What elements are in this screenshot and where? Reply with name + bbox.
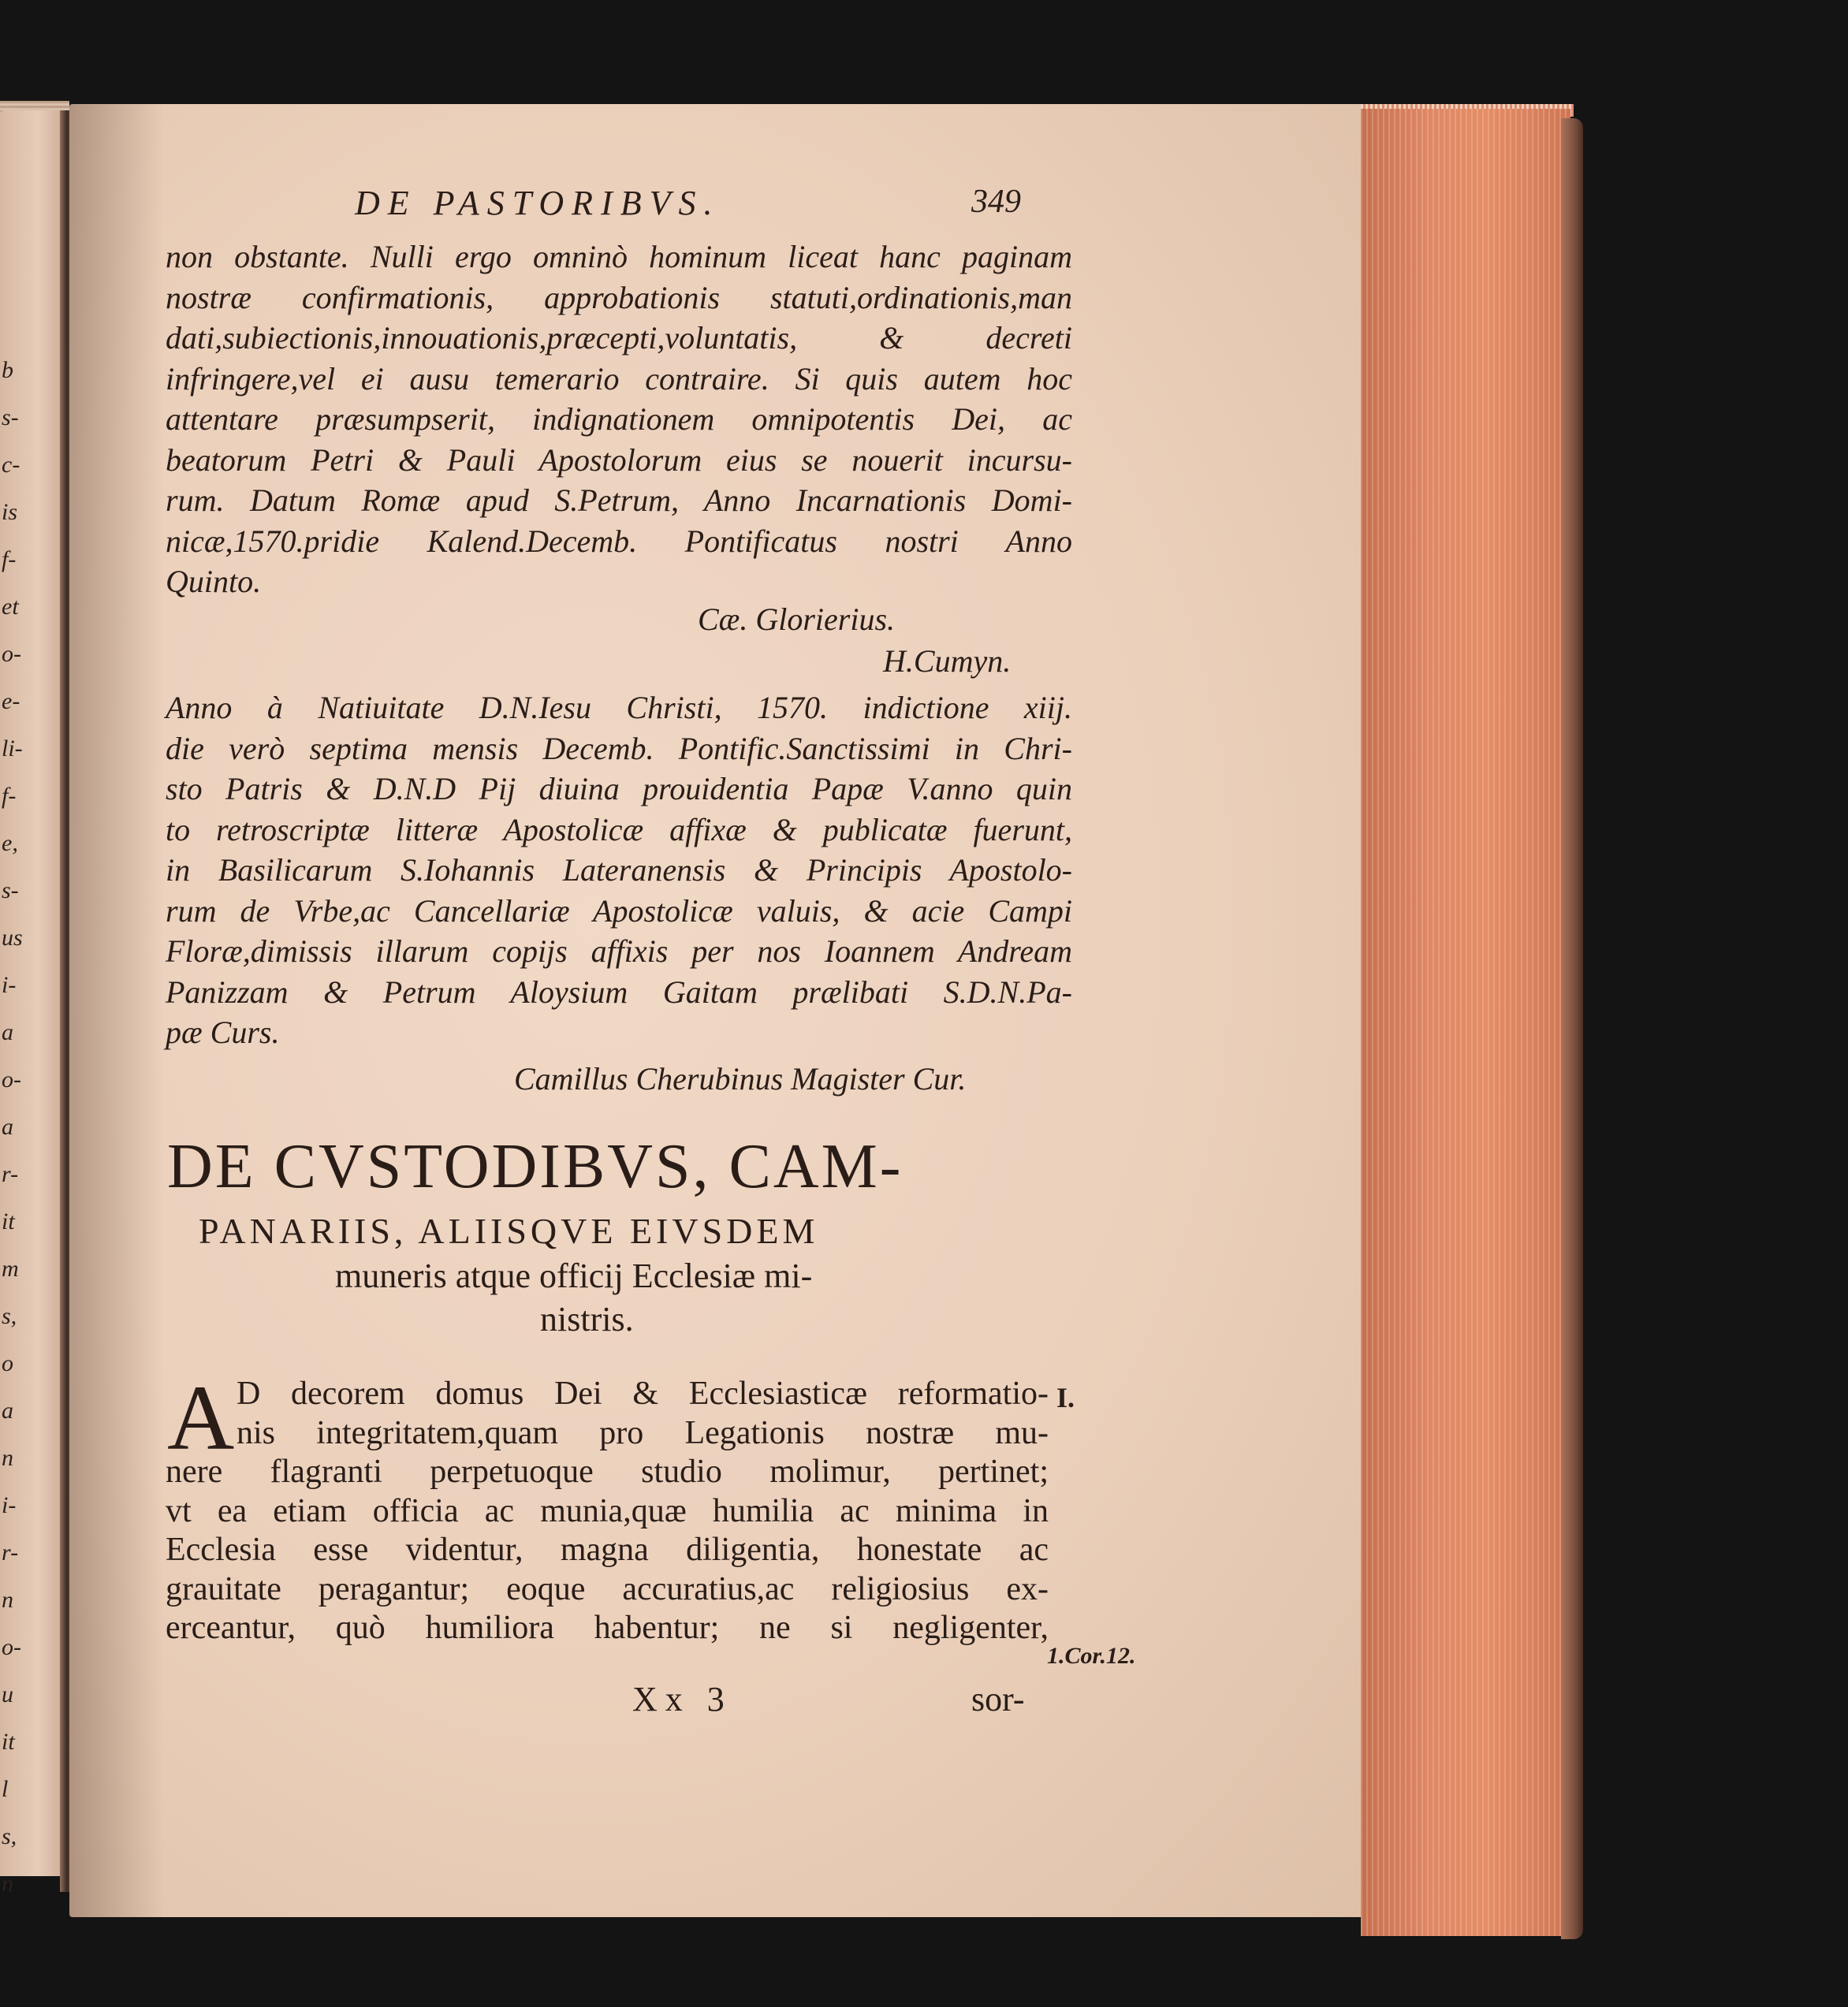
- left-page-fragment: et: [2, 594, 19, 620]
- signatory: H.Cumyn.: [883, 643, 1012, 679]
- left-page-fragment: n: [2, 1871, 13, 1897]
- left-page-fragment: o-: [2, 1634, 21, 1660]
- section-heading: muneris atque officij Ecclesiæ mi-: [335, 1257, 813, 1295]
- decree-line: dati,subiectionis,innouationis,præcepti,voluntatis, & decreti: [166, 320, 1072, 356]
- left-page-fragment: o-: [2, 1067, 21, 1093]
- gutter-shadow: [69, 104, 164, 1917]
- margin-note: 1.Cor.12.: [1047, 1643, 1136, 1669]
- publication-line: Floræ,dimissis illarum copijs affixis per nos Ioannem Andream: [166, 933, 1072, 969]
- body-paragraph: [166, 1375, 1049, 1648]
- left-page-fragment: m: [2, 1256, 19, 1282]
- left-page-fragment: s,: [2, 1303, 17, 1329]
- decree-line: infringere,vel ei ausu temerario contraire. Si quis autem hoc: [166, 360, 1072, 397]
- decree-line: non obstante. Nulli ergo omninò hominum liceat hanc paginam: [166, 239, 1072, 274]
- body-line: grauitate peragantur; eoque accuratius,ac religiosius ex-: [166, 1570, 1049, 1607]
- body-line: vt ea etiam officia ac munia,quæ humilia ac minima in: [166, 1492, 1049, 1529]
- fore-edge: [1361, 109, 1570, 1936]
- decree-line: rum. Datum Romæ apud S.Petrum, Anno Incarnationis Domi-: [166, 482, 1072, 518]
- section-heading: DE CVSTODIBVS, CAM-: [167, 1132, 904, 1201]
- left-page-text-fragments: [2, 347, 33, 1908]
- decree-line: nostræ confirmationis, approbationis statuti,ordinationis,man: [166, 279, 1072, 315]
- publication-line: Anno à Natiuitate D.N.Iesu Christi, 1570. indictione xiij.: [166, 690, 1072, 725]
- decree-line: beatorum Petri & Pauli Apostolorum eius se nouerit incursu-: [166, 441, 1072, 478]
- left-page-fragment: a: [2, 1114, 13, 1140]
- left-page-fragment: u: [2, 1681, 13, 1707]
- publication-line: to retroscriptæ litteræ Apostolicæ affixæ & publicatæ fuerunt,: [166, 811, 1072, 847]
- left-page-fragment: it: [2, 1208, 15, 1234]
- left-page-fragment: i-: [2, 972, 17, 998]
- left-page-fragment: o: [2, 1350, 13, 1376]
- left-page-fragment: a: [2, 1398, 13, 1424]
- body-line: erceantur, quò humiliora habentur; ne si negligenter,: [166, 1610, 1049, 1646]
- publication-line: rum de Vrbe,ac Cancellariæ Apostolicæ valuis, & acie Campi: [166, 892, 1072, 929]
- left-page-fragment: s-: [2, 404, 19, 430]
- left-page-fragment: o-: [2, 641, 21, 667]
- left-page-fragment: a: [2, 1019, 13, 1045]
- decree-text: [166, 236, 1072, 602]
- left-page-fragment: f-: [2, 546, 17, 572]
- margin-note: I.: [1056, 1382, 1075, 1413]
- left-page-fragment: l: [2, 1776, 9, 1802]
- left-page-fragment: e,: [2, 830, 18, 856]
- left-page-fragment: it: [2, 1729, 15, 1755]
- publication-line: in Basilicarum S.Iohannis Lateranensis & Principis Apostolo-: [166, 852, 1072, 888]
- left-page-fragment: s,: [2, 1823, 17, 1849]
- body-line: nere flagranti perpetuoque studio molimur, pertinet;: [166, 1454, 1049, 1490]
- publication-line: Panizzam & Petrum Aloysium Gaitam prælibati S.D.N.Pa-: [166, 974, 1072, 1010]
- left-page-fragment: r-: [2, 1540, 19, 1566]
- left-page-fragment: f-: [2, 783, 17, 809]
- left-page-fragment: i-: [2, 1492, 17, 1518]
- left-page-fragment: n: [2, 1445, 13, 1471]
- section-heading: PANARIIS, ALIISQVE EIVSDEM: [199, 1211, 819, 1251]
- publication-line: sto Patris & D.N.D Pij diuina prouidentia Papæ V.anno quin: [166, 771, 1072, 806]
- body-line: Ecclesia esse videntur, magna diligentia, honestate ac: [166, 1532, 1049, 1568]
- left-page-fragment: b: [2, 357, 13, 383]
- section-heading: nistris.: [540, 1300, 634, 1339]
- left-page-fragment: r-: [2, 1161, 19, 1187]
- catchword: sor-: [971, 1680, 1025, 1718]
- decree-line: nicæ,1570.pridie Kalend.Decemb. Pontificatus nostri Anno: [166, 523, 1072, 559]
- publication-line: pæ Curs.: [166, 1015, 280, 1050]
- decree-line: Quinto.: [166, 564, 262, 599]
- running-head: DE PASTORIBVS.: [355, 184, 721, 222]
- publication-line: die verò septima mensis Decemb. Pontific.Sanctissimi in Chri-: [166, 730, 1072, 766]
- signatory: Cæ. Glorierius.: [698, 601, 896, 637]
- left-page-fragment: li-: [2, 735, 23, 761]
- left-page: [0, 110, 69, 1897]
- left-page-fragment: is: [2, 499, 18, 525]
- signatory: Camillus Cherubinus Magister Cur.: [514, 1061, 967, 1097]
- body-line: nis integritatem,quam pro Legationis nostræ mu-: [237, 1414, 1049, 1451]
- decree-line: attentare præsumpserit, indignationem omnipotentis Dei, ac: [166, 401, 1072, 437]
- left-page-fragment: us: [2, 925, 23, 951]
- left-page-fragment: n: [2, 1587, 13, 1613]
- page-number: 349: [971, 184, 1021, 220]
- left-page-fragment: c-: [2, 452, 20, 478]
- left-page-fragment: e-: [2, 688, 20, 714]
- body-line: D decorem domus Dei & Ecclesiasticæ reformatio-: [237, 1376, 1049, 1412]
- publication-note: [166, 687, 1072, 1053]
- drop-cap: A: [167, 1366, 235, 1469]
- book-cover-edge: [1561, 118, 1583, 1939]
- left-page-fragment: s-: [2, 877, 19, 903]
- signature-mark: Xx 3: [632, 1680, 732, 1718]
